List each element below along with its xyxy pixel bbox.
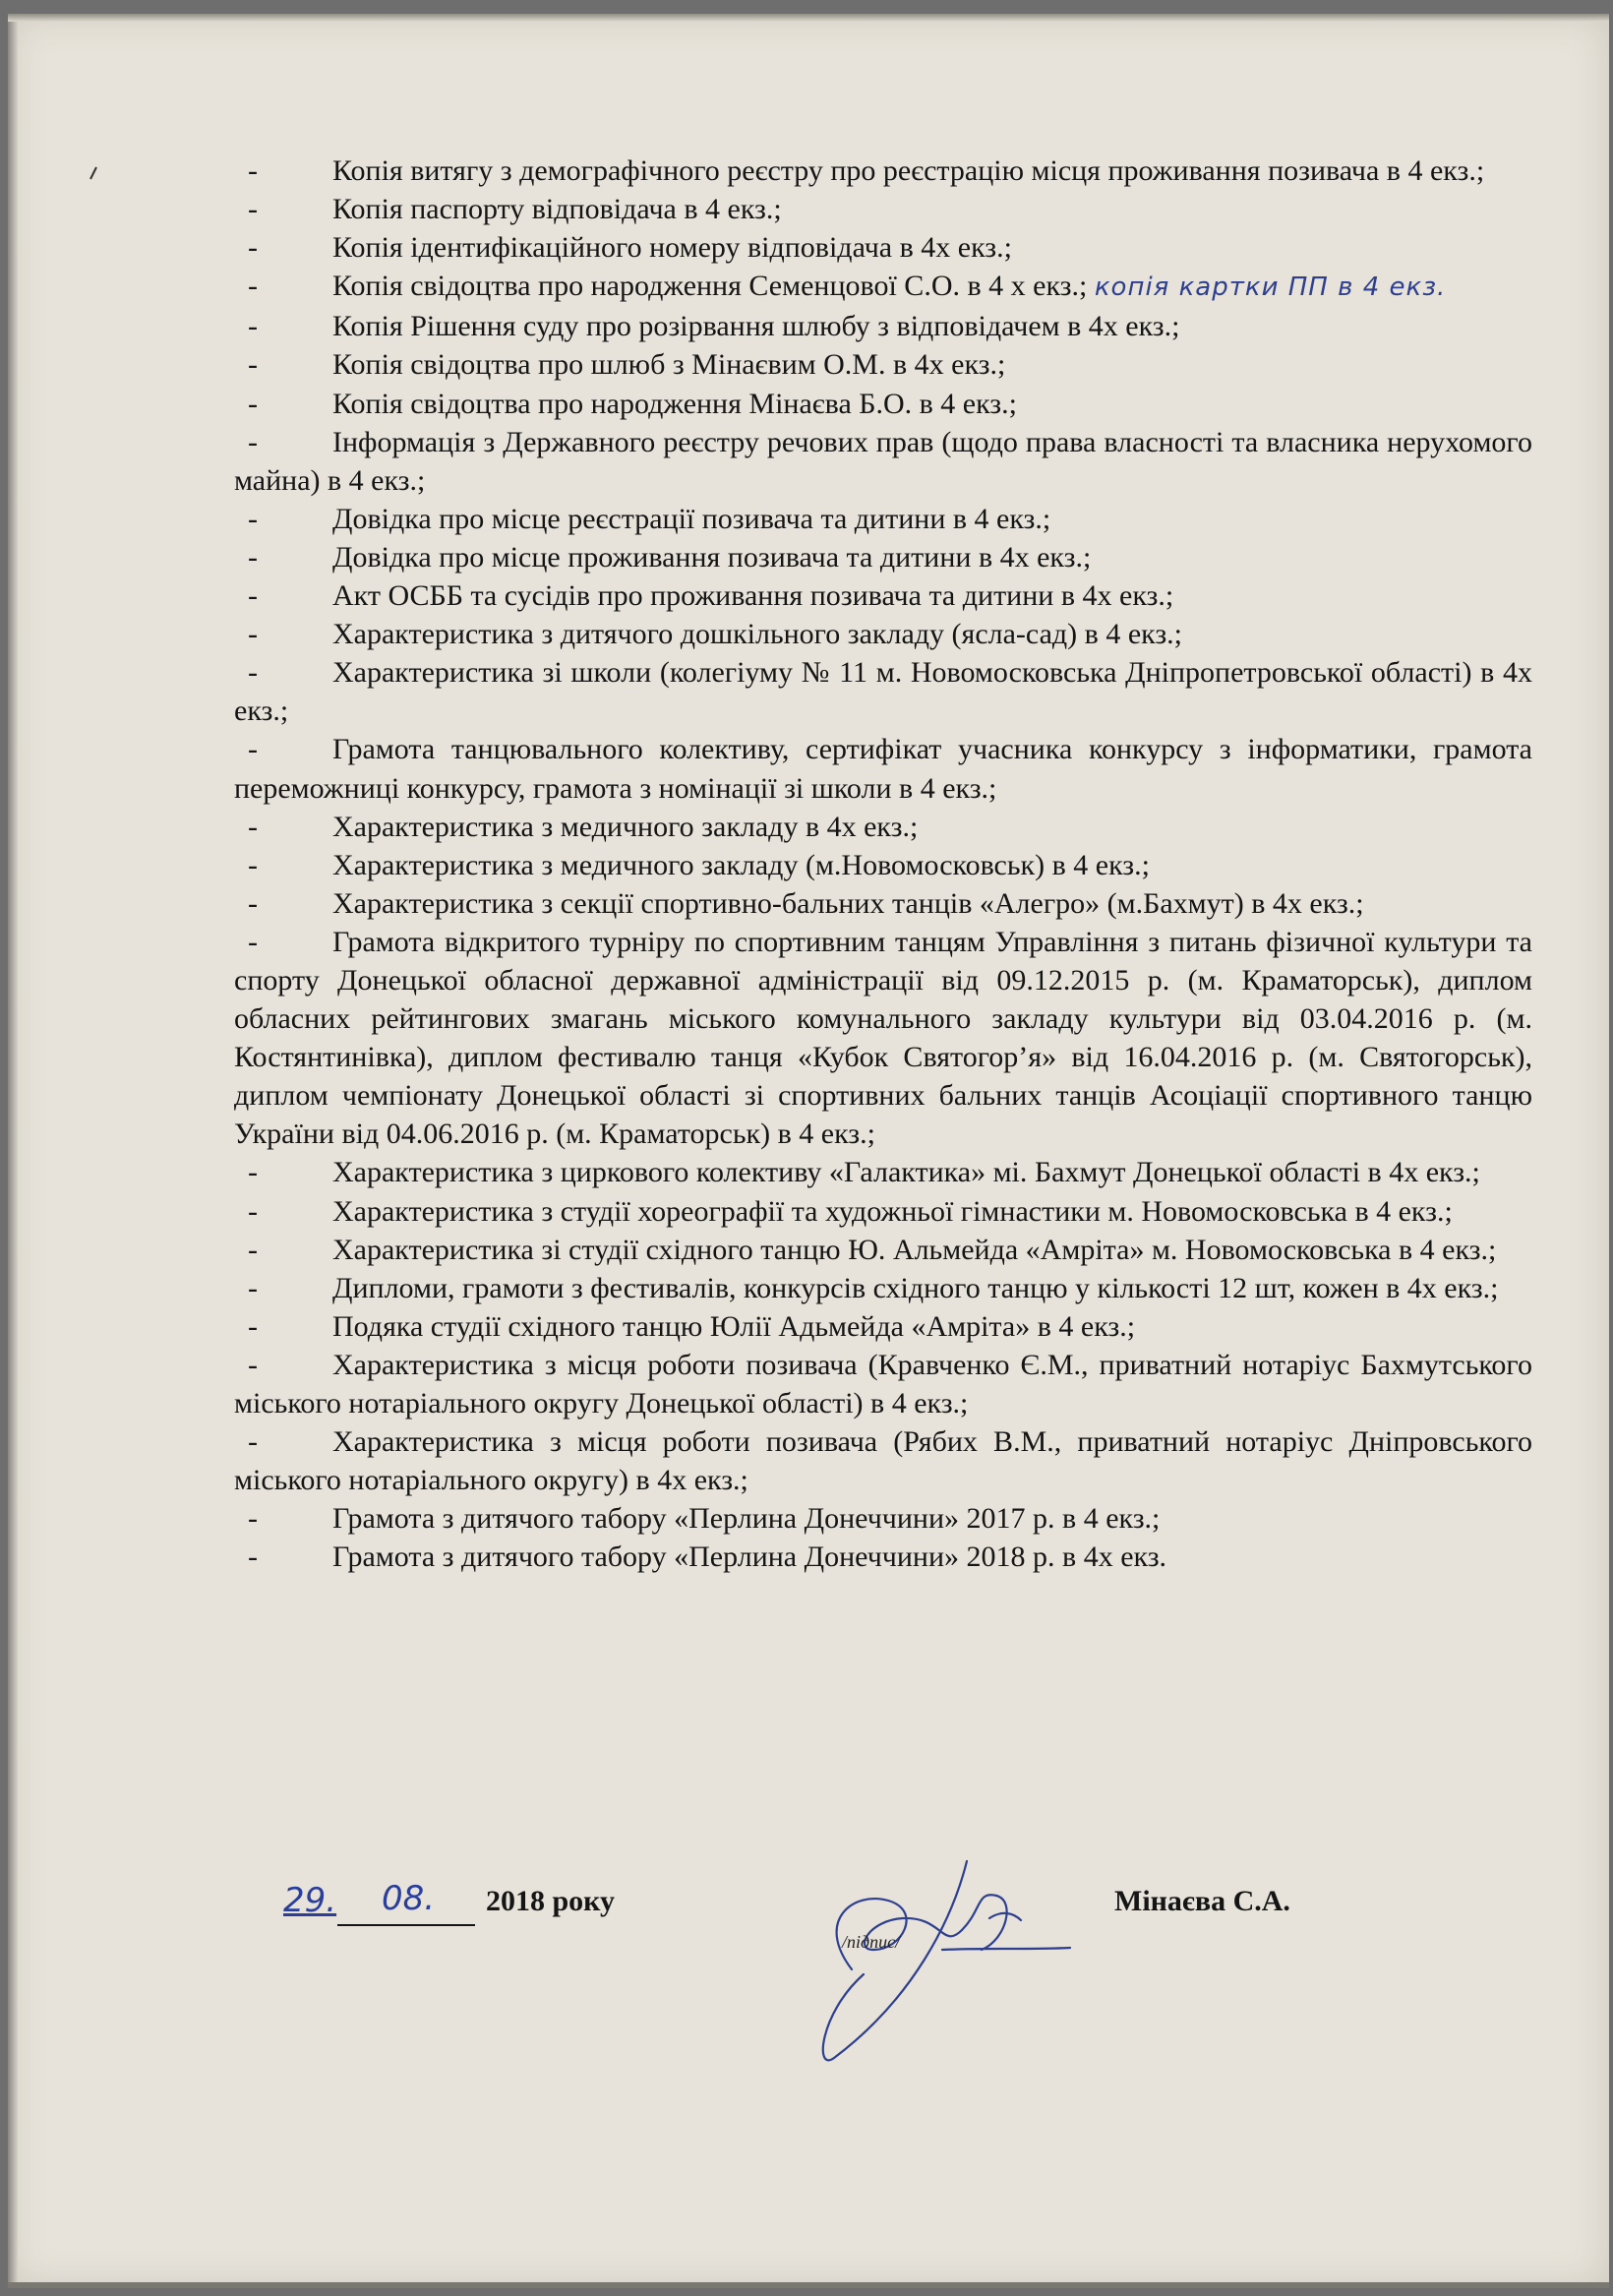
handwritten-date-day: 29. bbox=[283, 1881, 337, 1920]
list-item: - Грамота танцювального колективу, сертифікат учасника конкурсу з інформатики, грамота переможниці конкурсу, грамота з номінації зі школи в 4 екз.; bbox=[234, 730, 1532, 807]
handwritten-date-month: 08. bbox=[382, 1879, 436, 1918]
list-item: - Копія свідоцтва про шлюб з Мінаєвим О.М. в 4х екз.; bbox=[234, 345, 1532, 384]
year-label: 2018 року bbox=[486, 1885, 616, 1917]
list-item: - Подяка студії східного танцю Юлії Адьмейда «Амріта» в 4 екз.; bbox=[234, 1307, 1532, 1346]
list-item: - Грамота відкритого турніру по спортивним танцям Управління з питань фізичної культури та спорту Донецької обласної державної адміністрації від 09.12.2015 р. (м. Краматорськ), диплом обласних рейтингових змагань міського комунального закладу культури від 03.04.2016 р. (м. Костянтинівка), диплом фестивалю танця «Кубок Святогор’я» від 16.04.2016 р. (м. Святогорськ), диплом чемпіонату Донецької області зі спортивних бальних танців Асоціації спортивного танцю України від 04.06.2016 р. (м. Краматорськ) в 4 екз.; bbox=[234, 923, 1532, 1154]
signature-icon bbox=[795, 1802, 1090, 2097]
list-item: - Копія Рішення суду про розірвання шлюбу з відповідачем в 4х екз.; bbox=[234, 307, 1532, 345]
list-item: - Характеристика з місця роботи позивача (Кравченко Є.М., приватний нотаріус Бахмутського міського нотаріального округу Донецької області) в 4 екз.; bbox=[234, 1346, 1532, 1422]
list-item: - Характеристика з дитячого дошкільного закладу (ясла-сад) в 4 екз.; bbox=[234, 615, 1532, 653]
list-item: - Характеристика з циркового колективу «Галактика» мі. Бахмут Донецької області в 4х екз.; bbox=[234, 1153, 1532, 1191]
list-item: - Довідка про місце проживання позивача та дитини в 4х екз.; bbox=[234, 538, 1532, 576]
list-item: - Довідка про місце реєстрації позивача та дитини в 4 екз.; bbox=[234, 500, 1532, 538]
list-item: - Характеристика з місця роботи позивача (Рябих В.М., приватний нотаріус Дніпровського міського нотаріального округу) в 4х екз.; bbox=[234, 1422, 1532, 1499]
handwritten-note: копія картки ПП в 4 екз. bbox=[1094, 272, 1447, 303]
scan-edge-bottom bbox=[8, 2282, 1609, 2288]
attachments-list bbox=[234, 151, 1532, 1576]
list-item: - Копія свідоцтва про народження Мінаєва Б.О. в 4 екз.; bbox=[234, 385, 1532, 423]
document-page bbox=[8, 14, 1609, 2288]
list-item: - Характеристика з медичного закладу в 4х екз.; bbox=[234, 808, 1532, 846]
list-item: - Характеристика з студії хореографії та художньої гімнастики м. Новомосковська в 4 екз.; bbox=[234, 1192, 1532, 1231]
date-underline bbox=[337, 1924, 475, 1926]
list-item: - Характеристика з медичного закладу (м.Новомосковськ) в 4 екз.; bbox=[234, 846, 1532, 884]
signature-caption: /підпис/ bbox=[842, 1932, 901, 1952]
ink-mark-icon bbox=[89, 166, 98, 180]
signer-name: Мінаєва С.А. bbox=[1114, 1885, 1290, 1917]
list-item: - Грамота з дитячого табору «Перлина Донеччини» 2017 р. в 4 екз.; bbox=[234, 1499, 1532, 1538]
list-item: - Характеристика зі студії східного танцю Ю. Альмейда «Амріта» м. Новомосковська в 4 екз.; bbox=[234, 1231, 1532, 1269]
list-item: - Інформація з Державного реєстру речових прав (щодо права власності та власника нерухомого майна) в 4 екз.; bbox=[234, 423, 1532, 500]
list-item: - Грамота з дитячого табору «Перлина Донеччини» 2018 р. в 4х екз. bbox=[234, 1538, 1532, 1576]
list-item: - Копія свідоцтва про народження Семенцової С.О. в 4 х екз.; копія картки ПП в 4 екз. bbox=[234, 267, 1532, 307]
list-item: - Акт ОСББ та сусідів про проживання позивача та дитини в 4х екз.; bbox=[234, 576, 1532, 615]
list-item: - Копія паспорту відповідача в 4 екз.; bbox=[234, 190, 1532, 228]
list-item: - Характеристика з секції спортивно-бальних танців «Алегро» (м.Бахмут) в 4х екз.; bbox=[234, 884, 1532, 923]
list-item: - Характеристика зі школи (колегіуму № 11 м. Новомосковська Дніпропетровської області) в 4х екз.; bbox=[234, 653, 1532, 730]
list-item: - Дипломи, грамоти з фестивалів, конкурсів східного танцю у кількості 12 шт, кожен в 4х екз.; bbox=[234, 1269, 1532, 1307]
signature-block bbox=[8, 1881, 1609, 2087]
scan-edge-top bbox=[8, 14, 1609, 22]
list-item: - Копія витягу з демографічного реєстру про реєстрацію місця проживання позивача в 4 екз.; bbox=[234, 151, 1532, 190]
list-item: - Копія ідентифікаційного номеру відповідача в 4х екз.; bbox=[234, 228, 1532, 267]
